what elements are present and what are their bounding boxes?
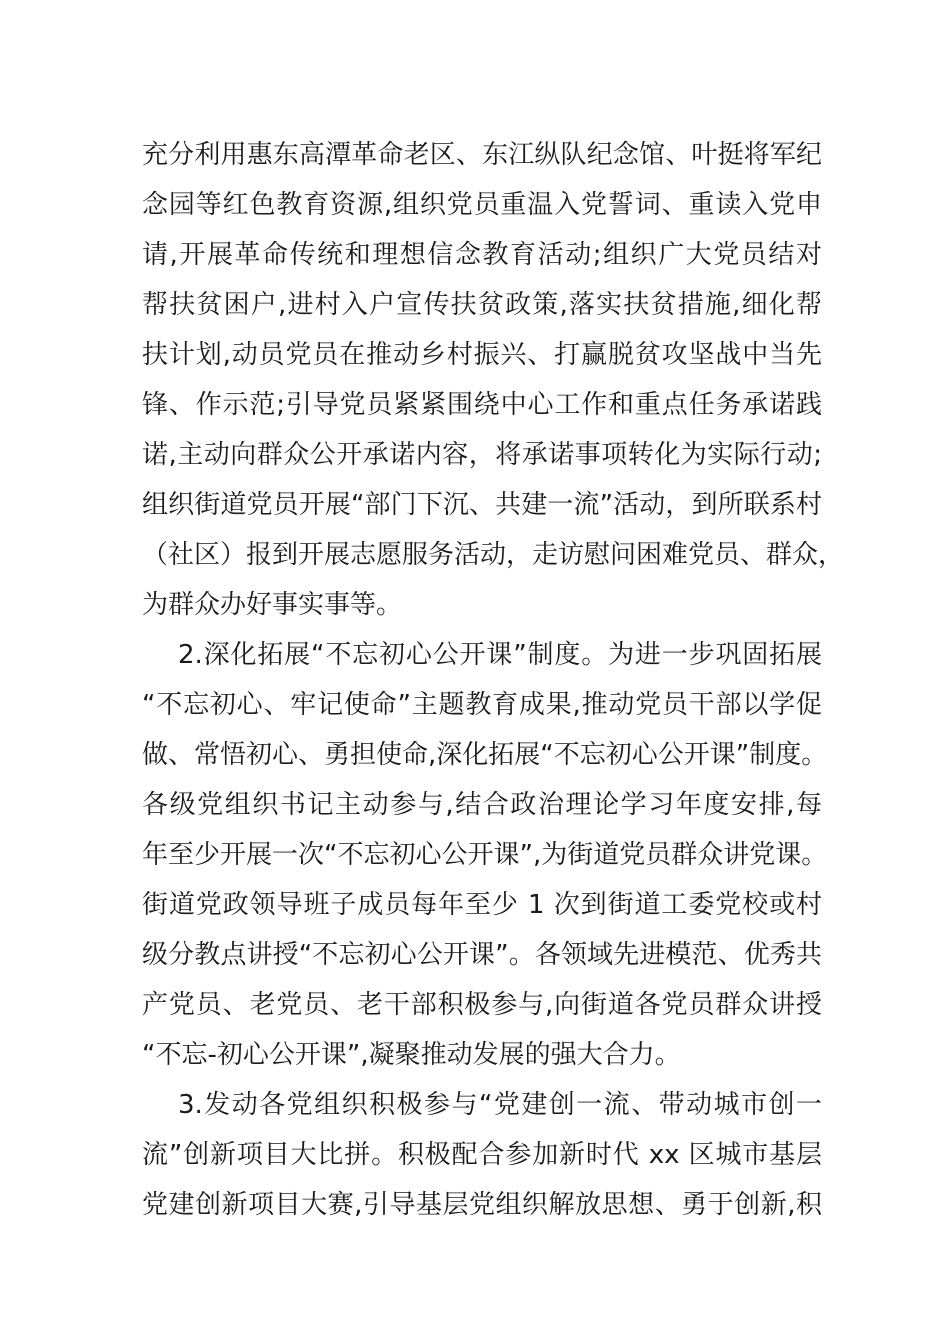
paragraph-2-line-7: 级分教点讲授“不忘初心公开课”。各领域先进模范、优秀共	[142, 940, 822, 970]
paragraph-2-line-6: 街道党政领导班子成员每年至少 1 次到街道工委党校或村	[142, 890, 822, 920]
paragraph-1-line-10: 为群众办好事实事等。	[142, 590, 403, 620]
paragraph-1-line-1: 充分利用惠东高潭革命老区、东江纵队纪念馆、叶挺将军纪	[142, 140, 822, 170]
paragraph-3-line-1: 3.发动各党组织积极参与“党建创一流、带动城市创一	[178, 1090, 822, 1120]
paragraph-2-line-8: 产党员、老党员、老干部积极参与,向街道各党员群众讲授	[142, 990, 822, 1020]
paragraph-2-line-3: 做、常悟初心、勇担使命,深化拓展“不忘初心公开课”制度。	[142, 740, 828, 770]
paragraph-1-line-2: 念园等红色教育资源,组织党员重温入党誓词、重读入党申	[142, 190, 822, 220]
paragraph-1-line-5: 扶计划,动员党员在推动乡村振兴、打赢脱贫攻坚战中当先	[142, 340, 822, 370]
document-body	[142, 130, 845, 1230]
paragraph-1-line-3: 请,开展革命传统和理想信念教育活动;组织广大党员结对	[142, 240, 822, 270]
paragraph-2-line-4: 各级党组织书记主动参与,结合政治理论学习年度安排,每	[142, 790, 822, 820]
paragraph-1-line-4: 帮扶贫困户,进村入户宣传扶贫政策,落实扶贫措施,细化帮	[142, 290, 822, 320]
paragraph-1-line-7: 诺,主动向群众公开承诺内容，将承诺事项转化为实际行动;	[142, 440, 822, 470]
paragraph-3-line-3: 党建创新项目大赛,引导基层党组织解放思想、勇于创新,积	[142, 1190, 822, 1220]
paragraph-1-line-6: 锋、作示范;引导党员紧紧围绕中心工作和重点任务承诺践	[142, 390, 822, 420]
paragraph-3-line-2: 流”创新项目大比拼。积极配合参加新时代 xx 区城市基层	[142, 1140, 822, 1170]
paragraph-1-line-9: （社区）报到开展志愿服务活动，走访慰问困难党员、群众，	[142, 540, 845, 570]
paragraph-1-line-8: 组织街道党员开展“部门下沉、共建一流”活动，到所联系村	[142, 490, 822, 520]
paragraph-2-line-1: 2.深化拓展“不忘初心公开课”制度。为进一步巩固拓展	[178, 640, 822, 670]
paragraph-2-line-2: “不忘初心、牢记使命”主题教育成果,推动党员干部以学促	[142, 690, 822, 720]
paragraph-2-line-9: “不忘-初心公开课”,凝聚推动发展的强大合力。	[142, 1040, 681, 1070]
paragraph-2-line-5: 年至少开展一次“不忘初心公开课”,为街道党员群众讲党课。	[142, 840, 828, 870]
